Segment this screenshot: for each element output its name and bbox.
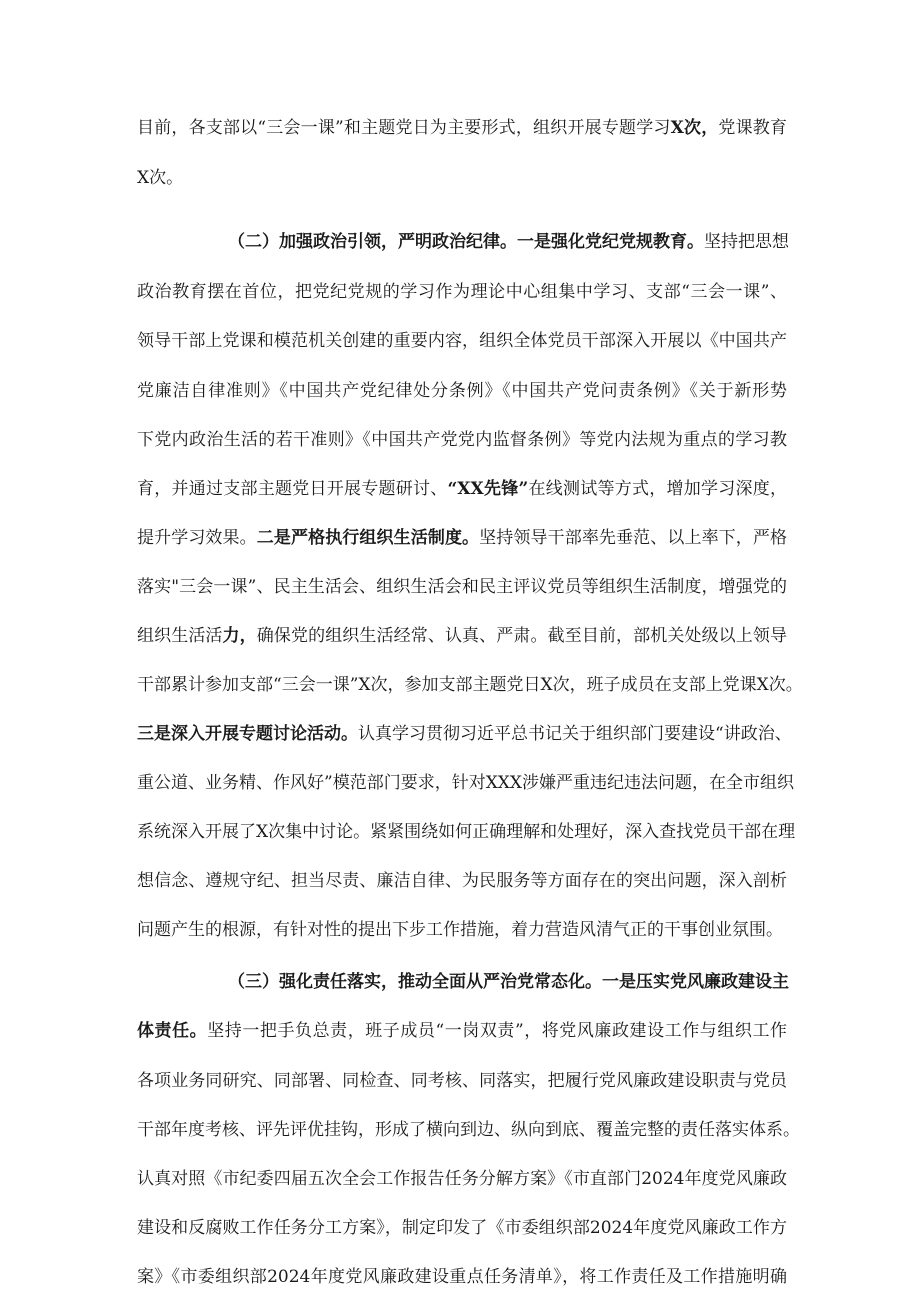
text-segment: 组织生活活 — [137, 626, 223, 646]
text-segment: 体责任。 — [137, 1021, 208, 1041]
text-line — [228, 974, 787, 991]
text-segment: 力， — [222, 626, 257, 646]
text-segment: 建设和反腐败工作任务分工方案》，制定印发了《市委组织部2024年度党风廉政工作方 — [137, 1218, 787, 1238]
text-line — [137, 284, 787, 301]
text-line — [137, 383, 787, 400]
text-segment: X次， — [670, 118, 719, 138]
text-segment: 二是严格执行组织生活制度。 — [256, 528, 480, 548]
text-line — [137, 922, 787, 939]
text-line — [137, 873, 787, 890]
text-line — [137, 628, 787, 645]
text-segment: 系统深入开展了X次集中讨论。紧紧围绕如何正确理解和处理好，深入查找党员干部在理 — [137, 822, 796, 842]
text-line — [137, 120, 787, 137]
text-line — [137, 724, 792, 744]
text-line — [228, 234, 787, 251]
text-segment: 坚持领导干部率先垂范、以上率下，严格 — [479, 528, 788, 548]
text-line — [137, 675, 803, 695]
text-line — [137, 530, 787, 547]
text-line — [137, 1171, 787, 1188]
text-line — [137, 1120, 800, 1140]
text-segment: 下党内政治生活的若干准则》《中国共产党党内监督条例》等党内法规为重点的学习教 — [137, 430, 787, 450]
text-segment: 各项业务同研究、同部署、同检查、同考核、同落实，把履行党风廉政建设职责与党员 — [137, 1071, 787, 1091]
text-segment: （二）加强政治引领，严明政治纪律。一是强化党纪党规教育。 — [228, 232, 704, 252]
text-line — [137, 170, 787, 187]
text-line — [137, 432, 787, 449]
text-segment: 育，并通过支部主题党日开展专题研讨、 — [137, 479, 448, 499]
text-segment: 三是深入开展专题讨论活动。 — [137, 724, 358, 744]
text-segment: 落实"三会一课”、民主生活会、组织生活会和民主评议党员等组织生活制度，增强党的 — [137, 577, 787, 597]
text-segment: 案》《市委组织部2024年度党风廉政建设重点任务清单》，将工作责任及工作措施明确 — [137, 1267, 787, 1287]
text-segment: 党课教育 — [718, 118, 787, 138]
text-line — [137, 822, 796, 842]
text-line — [137, 773, 794, 793]
text-line — [137, 481, 787, 498]
text-segment: 干部年度考核、评先评优挂钩，形成了横向到边、纵向到底、覆盖完整的责任落实体系。 — [137, 1120, 800, 1140]
text-line — [137, 333, 787, 350]
text-segment: 问题产生的根源，有针对性的提出下步工作措施，着力营造风清气正的干事创业氛围。 — [137, 920, 783, 940]
text-line — [137, 1269, 787, 1286]
text-segment: X次。 — [137, 168, 184, 188]
text-segment: 干部累计参加支部“三会一课”X次，参加支部主题党日X次，班子成员在支部上党课X次。 — [137, 675, 803, 695]
text-segment: 坚持一把手负总责，班子成员“一岗双责”，将党风廉政建设工作与组织工作 — [207, 1021, 787, 1041]
text-segment: 政治教育摆在首位，把党纪党规的学习作为理论中心组集中学习、支部“三会一课”、 — [137, 282, 787, 302]
text-segment: 提升学习效果。 — [137, 528, 257, 548]
text-segment: 坚持把思想 — [704, 232, 789, 252]
text-line — [137, 1073, 787, 1090]
text-segment: 领导干部上党课和模范机关创建的重要内容，组织全体党员干部深入开展以《中国共产 — [137, 331, 787, 351]
text-segment: 重公道、业务精、作风好”模范部门要求，针对XXX涉嫌严重违纪违法问题，在全市组织 — [137, 773, 794, 793]
text-segment: 在线测试等方式，增加学习深度， — [528, 479, 788, 499]
text-segment: 党廉洁自律准则》《中国共产党纪律处分条例》《中国共产党问责条例》《关于新形势 — [137, 381, 787, 401]
text-segment: 确保党的组织生活经常、认真、严肃。截至目前，部机关处级以上领导 — [256, 626, 788, 646]
text-line — [137, 1023, 787, 1040]
text-line — [137, 1220, 787, 1237]
text-segment: 认真对照《市纪委四届五次全会工作报告任务分解方案》《市直部门2024年度党风廉政 — [137, 1169, 787, 1189]
text-segment: （三）强化责任落实，推动全面从严治党常态化。一是压实党风廉政建设主 — [228, 972, 789, 992]
text-line — [137, 579, 787, 596]
text-segment: 想信念、遵规守纪、担当尽责、廉洁自律、为民服务等方面存在的突出问题，深入剖析 — [137, 871, 787, 891]
text-segment: 认真学习贯彻习近平总书记关于组织部门要建设“讲政治、 — [358, 724, 792, 744]
text-segment: “XX先锋” — [447, 479, 529, 499]
text-segment: 目前，各支部以“三会一课”和主题党日为主要形式，组织开展专题学习 — [137, 118, 671, 138]
